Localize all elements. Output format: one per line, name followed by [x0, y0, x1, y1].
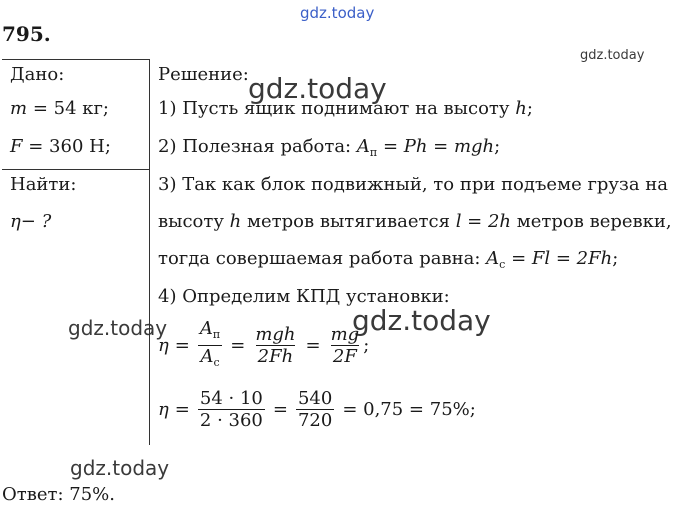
given-force	[10, 136, 111, 158]
step1-var: h	[515, 98, 527, 119]
fraction-mgh-over-2Fh	[253, 324, 297, 367]
given-top-line	[2, 59, 150, 60]
watermark-left-mid: gdz.today	[68, 316, 168, 340]
f3-den: 2F	[332, 346, 357, 367]
step3-line2-a: высоту	[158, 211, 224, 232]
solution-step-3-line3: тогда совершаемая работа равна: $A_с = Fl = 2Fh$;	[158, 248, 619, 271]
find-item: η− ?	[10, 211, 52, 232]
watermark-right: gdz.today	[580, 48, 645, 63]
given-find-divider	[2, 169, 150, 170]
solution-step-3-line2	[158, 211, 672, 233]
f1-den-sub: с	[213, 356, 220, 369]
watermark-center-top: gdz.today	[248, 72, 387, 105]
problem-number: 795.	[2, 22, 51, 46]
solution-heading: Решение:	[158, 64, 249, 85]
vertical-divider	[149, 59, 150, 445]
watermark-center-mid: gdz.today	[352, 304, 491, 337]
solution-step-3-line1: 3) Так как блок подвижный, то при подъеме груза на	[158, 174, 669, 195]
step2-A: A	[356, 136, 370, 157]
fraction-mg-over-2F	[329, 324, 362, 367]
f4-den: 2 · 360	[199, 410, 263, 431]
given-heading: Дано:	[10, 64, 65, 85]
efficiency-formula: η = $\frac{A_п}{A_с}$ = $\frac{\text{mgh}}{2Fh}$ = $\frac{mg}{2F}$ ;	[158, 318, 369, 373]
step3-line3-sub: с	[499, 258, 506, 271]
eta-symbol-2: η	[158, 399, 169, 420]
step2-text: 2) Полезная работа:	[158, 136, 352, 157]
fraction-Ap-over-Ac	[198, 318, 222, 373]
step2-sub: п	[369, 146, 378, 159]
step2-rest: = Ph = mgh	[382, 136, 495, 157]
f3-num: mg	[330, 324, 360, 345]
answer: Ответ: 75%.	[2, 484, 115, 505]
result-tail: = 0,75 = 75%;	[342, 399, 476, 420]
f5-num: 540	[297, 388, 333, 409]
given-mass	[10, 98, 109, 120]
solution-step-2: 2) Полезная работа: $A_п = Ph$ = mgh;	[158, 136, 501, 159]
step3-line3-rest: = Fl = 2Fh	[511, 248, 613, 269]
fraction-numeric	[198, 388, 265, 431]
step3-line2-eq: l = 2h	[455, 211, 512, 232]
f2-num: mgh	[255, 324, 296, 345]
f1-den: A	[200, 346, 214, 367]
mass-value: = 54 кг;	[32, 98, 109, 119]
step3-line2-h: h	[229, 211, 242, 232]
step3-line2-c: метров веревки,	[516, 211, 672, 232]
step1-text: 1) Пусть ящик поднимают на высоту	[158, 98, 510, 119]
force-symbol: F	[10, 136, 23, 157]
watermark-top: gdz.today	[300, 4, 375, 22]
step3-line3-text: тогда совершаемая работа равна:	[158, 248, 481, 269]
force-value: = 360 Н;	[28, 136, 111, 157]
mass-symbol: m	[10, 98, 28, 119]
solution-step-4: 4) Определим КПД установки:	[158, 286, 450, 307]
solution-step-1: 1) Пусть ящик поднимают на высоту h;	[158, 98, 533, 119]
f2-den: 2Fh	[257, 346, 294, 367]
fraction-540-over-720	[296, 388, 334, 431]
step3-line3-A: A	[486, 248, 500, 269]
f4-num: 54 · 10	[199, 388, 263, 409]
f1-num: A	[199, 318, 213, 339]
step3-line2-b: метров вытягивается	[247, 211, 450, 232]
eta-symbol-1: η	[158, 335, 169, 356]
f1-num-sub: п	[212, 328, 221, 341]
f5-den: 720	[297, 410, 333, 431]
efficiency-calculation: η = $\frac{54 \cdot 10}{2 \cdot 360}$ = $\frac{540}{720}$ = 0,75 = 75%;	[158, 388, 476, 431]
find-heading: Найти:	[10, 174, 77, 195]
watermark-bottom: gdz.today	[70, 456, 170, 480]
